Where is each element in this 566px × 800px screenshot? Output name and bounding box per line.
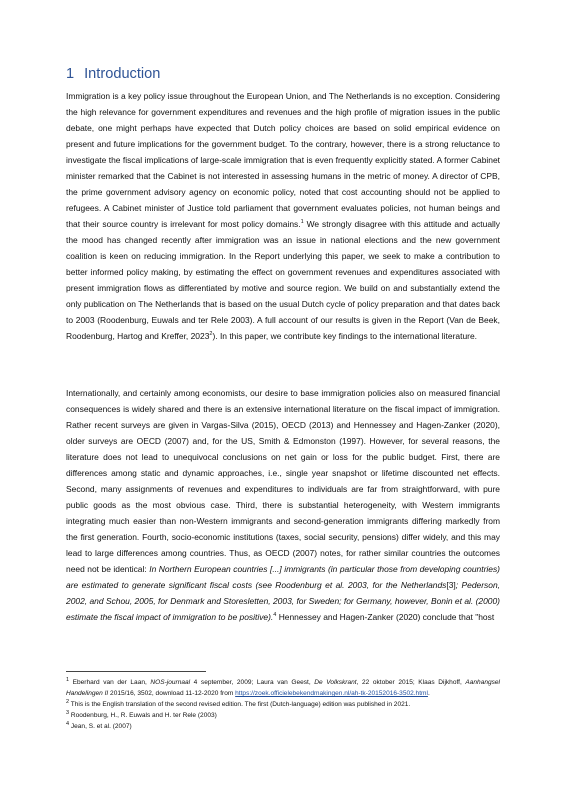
footnote-1-number: 1 xyxy=(66,676,70,683)
footnote-4 xyxy=(66,722,500,733)
footnotes xyxy=(66,678,500,733)
paragraph-1 xyxy=(66,88,500,344)
section-title: Introduction xyxy=(84,66,161,82)
footnote-3-number: 3 xyxy=(66,709,70,716)
footnote-ref-1[interactable]: 1 xyxy=(300,219,304,226)
footnote-1-text-a: Eberhard van der Laan, xyxy=(69,679,151,686)
footnote-4-text: Jean, S. et al. (2007) xyxy=(69,722,132,730)
footnote-1 xyxy=(66,678,500,700)
section-heading xyxy=(66,66,160,82)
footnote-3-text: Roodenburg, H., R. Euwals and H. ter Rele (2003) xyxy=(69,711,217,719)
footnote-1-text-c: , 22 oktober 2015; Klaas Dijkhoff, xyxy=(356,679,466,686)
oecd-quote-b: ; Pederson, 2002, and Schou, 2005, for Denmark and Storesletten, 2003, for Sweden; for Germany, however, Bonin et al. (2000) estimate the fiscal impact of immigration to be positive). xyxy=(66,580,500,622)
footnote-2-number: 2 xyxy=(66,698,70,705)
footnote-2 xyxy=(66,700,500,711)
footnote-1-source-c: Aanhangsel Handelingen II xyxy=(66,679,500,697)
oecd-quote-a: In Northern European countries [...] immigrants (in particular those from developing countries) are estimated to generate significant fiscal costs (see Roodenburg et al. 2003, for the Netherlands xyxy=(66,564,500,590)
para1-text-c: ). In this paper, we contribute key findings to the international literature. xyxy=(212,331,477,341)
footnote-1-text-e: . xyxy=(427,689,430,697)
footnote-1-text-b: 4 september, 2009; Laura van Geest, xyxy=(190,679,315,686)
footnote-1-link[interactable]: https://zoek.officielebekendmakingen.nl/ah-tk-20152016-3502.html xyxy=(235,689,428,697)
paragraph-2 xyxy=(66,385,500,625)
footnote-2-text: This is the English translation of the second revised edition. The first (Dutch-language) edition was published in 2021. xyxy=(69,700,411,708)
footnote-1-text-d: 2015/16, 3502, download 11-12-2020 from xyxy=(108,689,236,697)
para1-text-b: We strongly disagree with this attitude and actually the mood has changed recently after immigration was an issue in national elections and the new government coalition is keen on reducing immigration. In the Report underlying this paper, we seek to make a contribution to better informed policy making, by estimating the effect on government revenues and expenditures associated with present immigration flows as differentiated by motive and source region. We build on and substantially extend the only publication on The Netherlands that is based on the usual Dutch cycle of policy preparation and that dates back to 2003 (Roodenburg, Euwals and ter Rele 2003). A full account of our results is given in the Report (Van de Beek, Roodenburg, Hartog and Kreffer, 2023 xyxy=(66,219,501,341)
para2-text-a: Internationally, and certainly among economists, our desire to base immigration policies also on measured financial consequences is widely shared and there is an extensive international literature on the fiscal impact of immigration. Rather recent surveys are given in Vargas-Silva (2015), OECD (2013) and Hennessey and Hagen-Zanker (2020), older surveys are OECD (2007) and, for the US, Smith & Edmonston (1997). However, for several reasons, the literature does not lead to unequivocal conclusions on net gain or loss for the public budget. First, there are differences among static and dynamic approaches, i.e., single year snapshot or lifetime discounted net effects. Second, many assignments of revenues and expenditures to individuals are far from straightforward, with pure public goods as the most obvious case. Third, there is substantial heterogeneity, with Western immigrants integrating much easier than non-Western immigrants and second-generation immigrants differing markedly from the first generation. Fourth, socio-economic institutions (taxes, social security, pensions) differ widely, and this may lead to large differences among countries. Thus, as OECD (2007) notes, for rather similar countries the outcomes need not be identical: xyxy=(66,388,500,574)
footnote-separator xyxy=(66,671,206,672)
para2-text-b: Hennessey and Hagen-Zanker (2020) conclude that "host xyxy=(276,612,495,622)
footnote-3 xyxy=(66,711,500,722)
para1-text-a: Immigration is a key policy issue throughout the European Union, and The Netherlands is no exception. Considering the high relevance for government expenditures and revenues and the high profile of migration issues in the public debate, one might perhaps have expected that Dutch policy choices are based on solid empirical evidence on present and future implications for the government budget. To the contrary, however, there is a strong reluctance to investigate the fiscal implications of large-scale immigration that is even frequently explicitly stated. A former Cabinet minister remarked that the Cabinet is not interested in assessing humans in the metric of money. A director of CPB, the prime government advisory agency on economic policy, noted that cost accounting should not be applied to refugees. A Cabinet minister of Justice told parliament that government evaluates policies, not human beings and that their source country is irrelevant for most policy domains. xyxy=(66,91,500,229)
section-number: 1 xyxy=(66,66,75,82)
footnote-1-source-b: De Volkskrant xyxy=(314,679,357,686)
quote-footnote-ref-3[interactable]: [3] xyxy=(446,580,456,590)
footnote-1-source-a: NOS-journaal xyxy=(150,679,191,686)
footnote-4-number: 4 xyxy=(66,720,70,727)
footnote-ref-2[interactable]: 2 xyxy=(209,331,213,338)
footnote-ref-4[interactable]: 4 xyxy=(273,612,277,619)
